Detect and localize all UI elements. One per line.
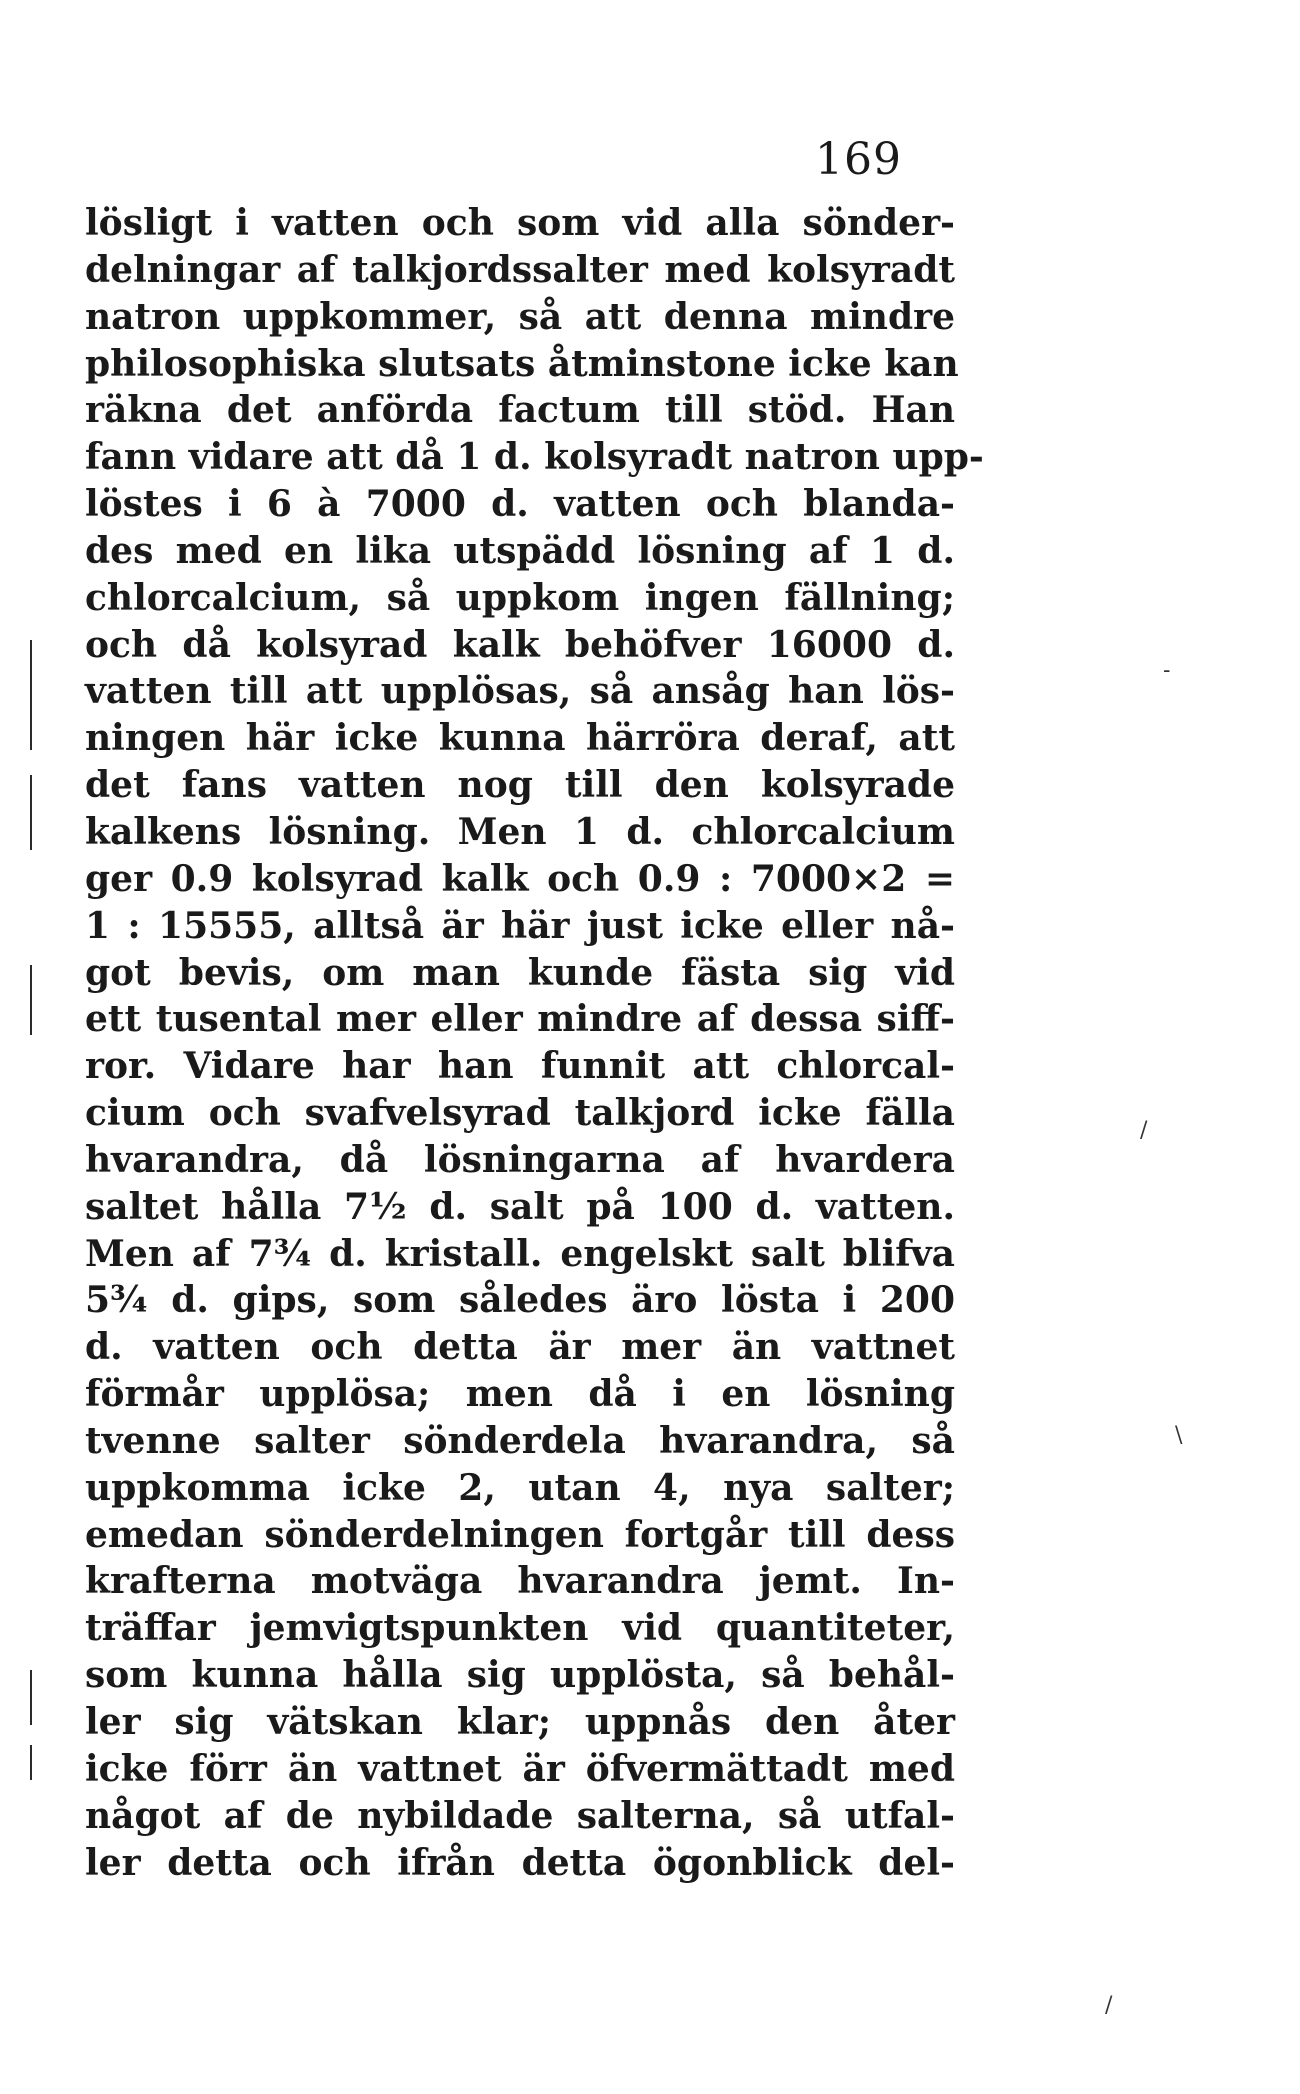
text-line: saltet hålla 7½ d. salt på 100 d. vatten.: [85, 1185, 955, 1228]
text-line: krafterna motväga hvarandra jemt. In-: [85, 1560, 955, 1603]
text-line: 5¾ d. gips, som således äro lösta i 200: [85, 1279, 955, 1322]
text-line: des med en lika utspädd lösning af 1 d.: [85, 529, 955, 572]
text-line: icke förr än vattnet är öfvermättadt med: [85, 1747, 955, 1790]
text-line: fann vidare att då 1 d. kolsyradt natron upp-: [85, 436, 984, 479]
text-line: vatten till att upplösas, så ansåg han lös-: [85, 670, 955, 713]
text-line: ger 0.9 kolsyrad kalk och 0.9 : 7000×2 =: [85, 857, 955, 900]
scan-margin-mark: [30, 1670, 32, 1725]
text-line: ett tusental mer eller mindre af dessa siff-: [85, 998, 955, 1041]
scan-margin-mark: [30, 640, 32, 750]
text-line: det fans vatten nog till den kolsyrade: [85, 764, 955, 807]
text-line: cium och svafvelsyrad talkjord icke fälla: [85, 1092, 955, 1135]
text-line: got bevis, om man kunde fästa sig vid: [85, 951, 955, 994]
text-line: tvenne salter sönderdela hvarandra, så: [85, 1419, 955, 1462]
text-line: ror. Vidare har han funnit att chlorcal-: [85, 1045, 955, 1088]
text-line: chlorcalcium, så uppkom ingen fällning;: [85, 576, 955, 619]
text-line: philosophiska slutsats åtminstone icke kan: [85, 342, 959, 385]
text-line: ler detta och ifrån detta ögonblick del-: [85, 1841, 955, 1884]
text-line: natron uppkommer, så att denna mindre: [85, 295, 955, 338]
scan-margin-mark: [30, 1745, 32, 1780]
text-line: löstes i 6 à 7000 d. vatten och blanda-: [85, 483, 955, 526]
page-number: 169: [815, 134, 902, 185]
scan-speck: -: [1163, 658, 1171, 683]
scan-speck: \: [1175, 1423, 1183, 1448]
scan-speck: /: [1140, 1118, 1148, 1143]
text-line: något af de nybildade salterna, så utfal-: [85, 1794, 955, 1837]
text-line: Men af 7¾ d. kristall. engelskt salt blifva: [85, 1232, 955, 1275]
text-line: och då kolsyrad kalk behöfver 16000 d.: [85, 623, 955, 666]
body-text: [85, 200, 984, 1886]
text-line: som kunna hålla sig upplösta, så behål-: [85, 1654, 955, 1697]
text-line: räkna det anförda factum till stöd. Han: [85, 389, 955, 432]
text-line: uppkomma icke 2, utan 4, nya salter;: [85, 1466, 955, 1509]
text-line: ningen här icke kunna härröra deraf, att: [85, 717, 955, 760]
text-line: ler sig vätskan klar; uppnås den åter: [85, 1701, 955, 1743]
scan-margin-mark: [30, 965, 32, 1035]
text-line: förmår upplösa; men då i en lösning: [85, 1373, 955, 1416]
text-line: 1 : 15555, alltså är här just icke eller nå-: [85, 904, 955, 947]
scan-speck: /: [1105, 1993, 1113, 2018]
text-line: d. vatten och detta är mer än vattnet: [85, 1326, 955, 1369]
text-line: kalkens lösning. Men 1 d. chlorcalcium: [85, 810, 955, 853]
text-line: delningar af talkjordssalter med kolsyradt: [85, 248, 955, 291]
text-line: hvarandra, då lösningarna af hvardera: [85, 1138, 955, 1181]
text-line: träffar jemvigtspunkten vid quantiteter,: [85, 1607, 955, 1650]
text-line: lösligt i vatten och som vid alla sönder-: [85, 202, 955, 244]
scan-margin-mark: [30, 775, 32, 850]
text-line: emedan sönderdelningen fortgår till dess: [85, 1513, 955, 1556]
